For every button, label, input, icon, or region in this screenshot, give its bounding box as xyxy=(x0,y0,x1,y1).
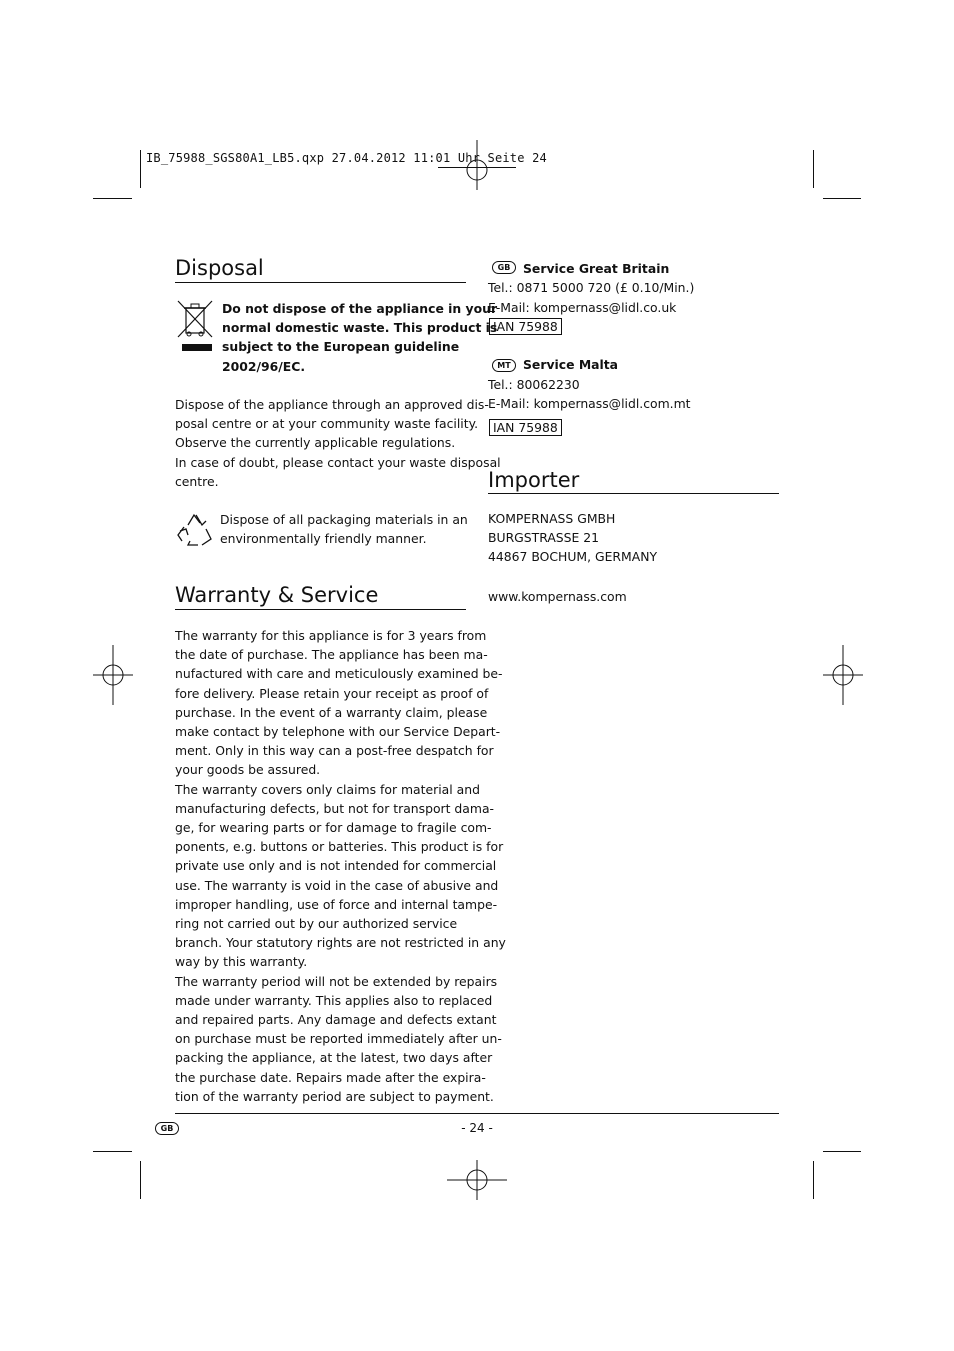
service-mt-email: E-Mail: kompernass@lidl.com.mt xyxy=(488,396,691,411)
crop-mark xyxy=(823,198,861,199)
footer-gb-badge: GB xyxy=(155,1122,179,1135)
importer-heading-rule xyxy=(488,493,779,494)
crossed-out-bin-icon xyxy=(177,299,215,353)
service-mt-title: Service Malta xyxy=(523,357,619,372)
registration-mark-icon xyxy=(447,140,507,200)
warranty-heading: Warranty & Service xyxy=(175,583,379,607)
print-slug: IB_75988_SGS80A1_LB5.qxp 27.04.2012 11:01 Uhr Seite 24 xyxy=(146,151,547,165)
registration-mark-icon xyxy=(447,1150,507,1210)
registration-mark-icon xyxy=(83,645,143,705)
crop-mark xyxy=(140,1161,141,1199)
service-mt-tel: Tel.: 80062230 xyxy=(488,377,580,392)
warranty-heading-rule xyxy=(175,609,466,610)
disposal-body: Dispose of the appliance through an approved dis- posal centre or at your community waste facility. Observe the currently applicable regulations. In case of doubt, please contact your waste disposal centre. xyxy=(175,397,501,489)
service-gb-ian: IAN 75988 xyxy=(489,318,562,335)
service-gb-tel: Tel.: 0871 5000 720 (£ 0.10/Min.) xyxy=(488,280,695,295)
importer-website: www.kompernass.com xyxy=(488,589,627,604)
disposal-warning: Do not dispose of the appliance in your normal domestic waste. This product is subject to the European guideline 2002/96/EC. xyxy=(222,301,498,374)
service-gb-title: Service Great Britain xyxy=(523,261,670,276)
crop-mark xyxy=(823,1151,861,1152)
service-gb-email: E-Mail: kompernass@lidl.co.uk xyxy=(488,300,677,315)
crop-mark xyxy=(140,150,141,188)
warranty-body: The warranty for this appliance is for 3 years from the date of purchase. The appliance has been ma- nufactured with care and meticulously examined be- fore delivery. Please retain your receipt as proof of purchase. In the event of a warranty claim, please make contact by telephone with our Service Depart- ment. Only in this way can a post-free despatch for your goods be assured. The warranty covers only claims for material and manufacturing defects, but not for transport dama- ge, for wearing parts or for damage to fragile com- ponents, e.g. buttons or batteries. This product is for private use only and is not intended for commercial use. The warranty is void in the case of abusive and improper handling, use of force and internal tampe- ring not carried out by our authorized service branch. Your statutory rights are not restricted in any way by this warranty. The warranty period will not be extended by repairs made under warranty. This applies also to replaced and repaired parts. Any damage and defects extant on purchase must be reported immediately after un- packing the appliance, at the latest, two days after the purchase date. Repairs made after the expira- tion of the warranty period are subject to payment. xyxy=(175,628,506,1104)
footer-rule xyxy=(175,1113,779,1114)
crop-mark xyxy=(93,1151,132,1152)
crop-mark xyxy=(813,1161,814,1199)
importer-heading: Importer xyxy=(488,468,580,492)
service-mt-ian: IAN 75988 xyxy=(489,419,562,436)
gb-country-badge: GB xyxy=(492,261,516,274)
registration-mark-icon xyxy=(813,645,873,705)
page-number: - 24 - xyxy=(461,1121,493,1135)
crop-mark xyxy=(93,198,132,199)
disposal-heading-rule xyxy=(175,282,466,283)
crop-mark xyxy=(813,150,814,188)
packaging-note: Dispose of all packaging materials in an environmentally friendly manner. xyxy=(220,512,468,547)
importer-address: KOMPERNASS GMBH BURGSTRASSE 21 44867 BOCHUM, GERMANY xyxy=(488,511,658,565)
recycling-icon xyxy=(176,511,214,549)
disposal-heading: Disposal xyxy=(175,256,264,280)
mt-country-badge: MT xyxy=(492,359,516,372)
